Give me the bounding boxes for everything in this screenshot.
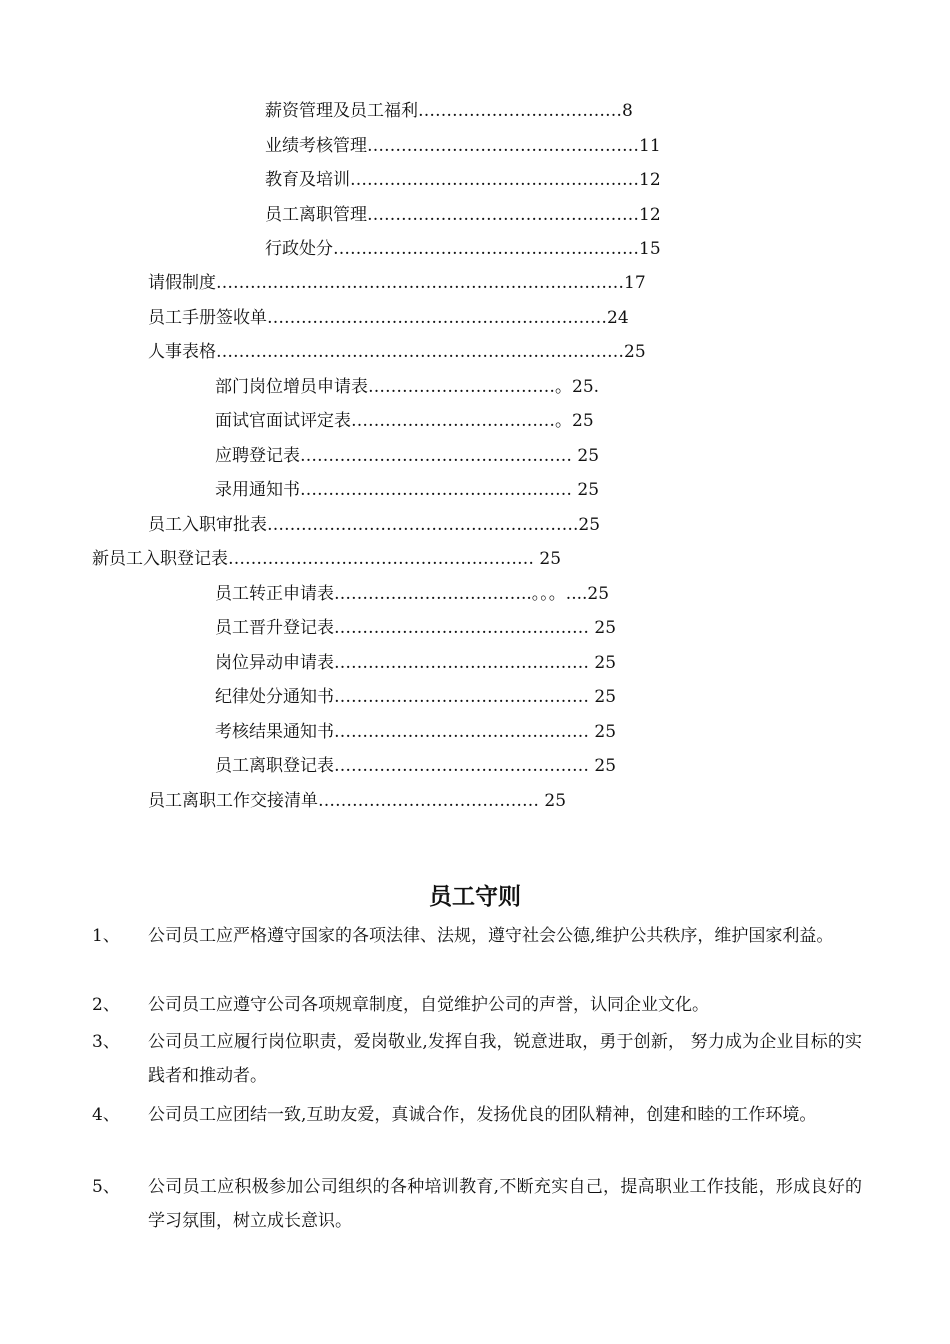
toc-entry-transfer: 岗位异动申请表……………………………………… 25 — [215, 653, 617, 673]
rule-item — [92, 1025, 862, 1093]
toc-entry-training: 教育及培训……………………………………………12 — [265, 170, 661, 190]
toc-entry-resignation: 员工离职管理…………………………………………12 — [265, 205, 661, 225]
toc-entry-confirmation: 员工转正申请表……………………………..。。。....25 — [215, 584, 610, 604]
rule-text: 公司员工应团结一致,互助友爱，真诚合作，发扬优良的团队精神，创建和睦的工作环境。 — [148, 1105, 817, 1125]
toc-entry-review-result: 考核结果通知书……………………………………… 25 — [215, 722, 617, 742]
rule-item — [92, 1170, 862, 1238]
rule-text: 公司员工应积极参加公司组织的各种培训教育,不断充实自己，提高职业工作技能，形成良好的学习氛围，树立成长意识。 — [148, 1177, 862, 1231]
rule-number: 2、 — [92, 995, 120, 1015]
toc-entry-handover-list: 员工离职工作交接清单………………………………… 25 — [148, 791, 567, 811]
rule-item — [92, 1098, 862, 1132]
toc-entry-performance: 业绩考核管理…………………………………………11 — [265, 136, 661, 156]
rule-number: 1、 — [92, 926, 120, 946]
rule-text: 公司员工应履行岗位职责，爱岗敬业,发挥自我，锐意进取，勇于创新， 努力成为企业目标的实践者和推动者。 — [148, 1032, 862, 1086]
toc-entry-onboarding-approval: 员工入职审批表……………………………………………….25 — [148, 515, 601, 535]
toc-entry-promotion: 员工晋升登记表……………………………………… 25 — [215, 618, 617, 638]
toc-entry-salary: 薪资管理及员工福利………………………………8 — [265, 101, 633, 121]
section-title: 员工守则 — [429, 883, 521, 910]
rule-text: 公司员工应遵守公司各项规章制度，自觉维护公司的声誉，认同企业文化。 — [148, 995, 709, 1015]
rule-text: 公司员工应严格遵守国家的各项法律、法规，遵守社会公德,维护公共秩序，维护国家利益。 — [148, 926, 834, 946]
toc-entry-exit-register: 员工离职登记表……………………………………… 25 — [215, 756, 617, 776]
toc-entry-handbook-receipt: 员工手册签收单……………………………………………………24 — [148, 308, 629, 328]
toc-entry-discipline: 行政处分………………………………………………15 — [265, 239, 661, 259]
rule-item — [92, 988, 862, 1022]
toc-entry-offer-letter: 录用通知书………………………………………… 25 — [215, 480, 600, 500]
toc-entry-hr-forms: 人事表格………………………………………………………………25 — [148, 342, 646, 362]
toc-entry-leave: 请假制度………………………………………………………………17 — [148, 273, 646, 293]
rule-number: 4、 — [92, 1105, 120, 1125]
toc-entry-application: 应聘登记表………………………………………… 25 — [215, 446, 600, 466]
rule-number: 5、 — [92, 1177, 120, 1197]
rule-item — [92, 919, 862, 953]
toc-entry-staffing-request: 部门岗位增员申请表……………………………。25. — [215, 377, 600, 397]
toc-entry-new-hire-register: 新员工入职登记表……………………………………………… 25 — [92, 549, 562, 569]
toc-entry-discipline-notice: 纪律处分通知书……………………………………… 25 — [215, 687, 617, 707]
toc-entry-interview-eval: 面试官面试评定表………………………………。25 — [215, 411, 594, 431]
rule-number: 3、 — [92, 1032, 120, 1052]
